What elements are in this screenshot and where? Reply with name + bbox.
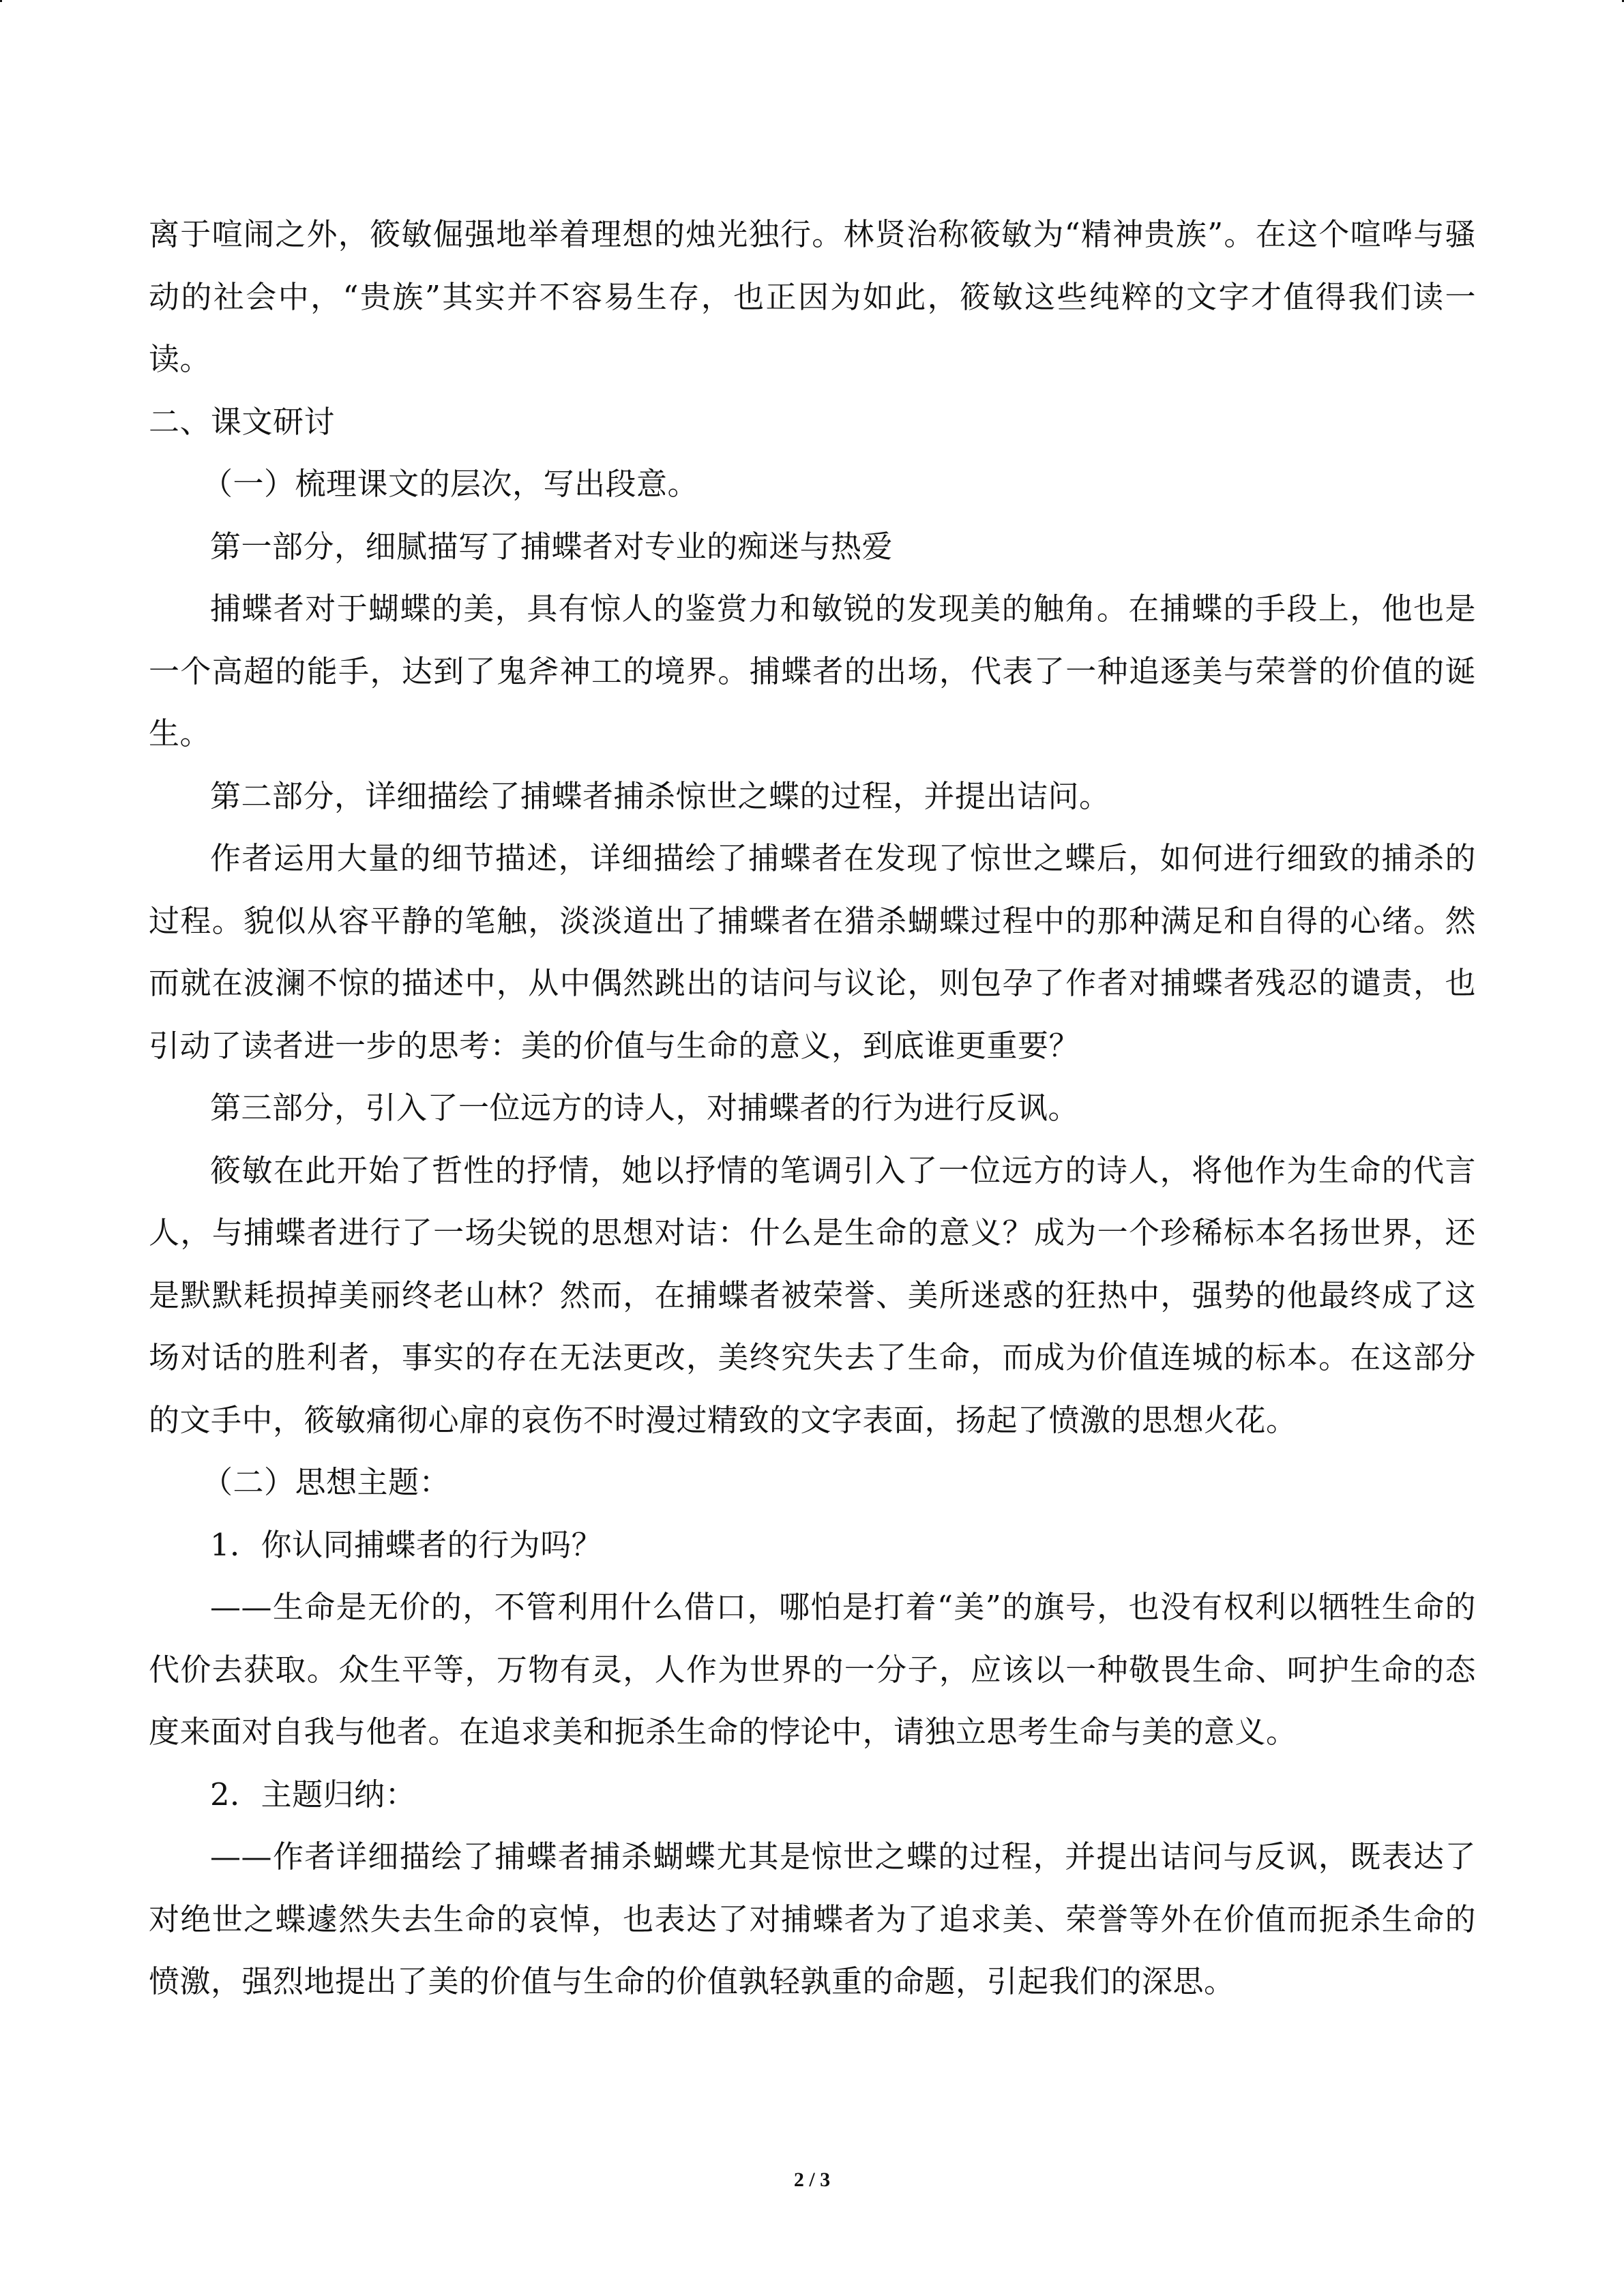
document-body: [149, 203, 1476, 2013]
question-one: 1．你认同捕蝶者的行为吗？: [210, 1526, 603, 1563]
paragraph-part-one-title: 第一部分，细腻描写了捕蝶者对专业的痴迷与热爱: [210, 528, 894, 565]
answer-one: ——生命是无价的，不管利用什么借口，哪怕是打着“美”的旗号，也没有权利以牺牲生命的代价去获取。众生平等，万物有灵，人作为世界的一分子，应该以一种敬畏生命、呵护生命的态度来面对自我与他者。在追求美和扼杀生命的悖论中，请独立思考生命与美的意义。: [149, 1589, 1476, 1750]
page-corner-mark-left: [0, 0, 2, 2]
section-heading-text-study: 二、课文研讨: [149, 403, 336, 440]
paragraph-part-two-title: 第二部分，详细描绘了捕蝶者捕杀惊世之蝶的过程，并提出诘问。: [210, 777, 1110, 814]
paragraph-intro-continuation: 离于喧闹之外，筱敏倔强地举着理想的烛光独行。林贤治称筱敏为“精神贵族”。在这个喧哗与骚动的社会中，“贵族”其实并不容易生存，也正因为如此，筱敏这些纯粹的文字才值得我们读一读。: [149, 216, 1476, 377]
page-number: 2 / 3: [793, 2168, 831, 2191]
question-two: 2．主题归纳：: [210, 1776, 417, 1813]
answer-two: ——作者详细描绘了捕蝶者捕杀蝴蝶尤其是惊世之蝶的过程，并提出诘问与反讽，既表达了对绝世之蝶遽然失去生命的哀悼，也表达了对捕蝶者为了追求美、荣誉等外在价值而扼杀生命的愤激，强烈地提出了美的价值与生命的价值孰轻孰重的命题，引起我们的深思。: [149, 1838, 1476, 1999]
paragraph-part-one-body: 捕蝶者对于蝴蝶的美，具有惊人的鉴赏力和敏锐的发现美的触角。在捕蝶的手段上，他也是一个高超的能手，达到了鬼斧神工的境界。捕蝶者的出场，代表了一种追逐美与荣誉的价值的诞生。: [149, 591, 1476, 751]
subheading-theme: （二）思想主题：: [202, 1464, 451, 1500]
subheading-structure: （一）梳理课文的层次，写出段意。: [202, 466, 699, 502]
paragraph-part-three-title: 第三部分，引入了一位远方的诗人，对捕蝶者的行为进行反讽。: [210, 1090, 1080, 1126]
paragraph-part-two-body: 作者运用大量的细节描述，详细描绘了捕蝶者在发现了惊世之蝶后，如何进行细致的捕杀的过程。貌似从容平静的笔触，淡淡道出了捕蝶者在猎杀蝴蝶过程中的那种满足和自得的心绪。然而就在波澜不惊的描述中，从中偶然跳出的诘问与议论，则包孕了作者对捕蝶者残忍的谴责，也引动了读者进一步的思考：美的价值与生命的意义，到底谁更重要？: [149, 840, 1476, 1064]
paragraph-part-three-body: 筱敏在此开始了哲性的抒情，她以抒情的笔调引入了一位远方的诗人，将他作为生命的代言人，与捕蝶者进行了一场尖锐的思想对诘：什么是生命的意义？成为一个珍稀标本名扬世界，还是默默耗损掉美丽终老山林？然而，在捕蝶者被荣誉、美所迷惑的狂热中，强势的他最终成了这场对话的胜利者，事实的存在无法更改，美终究失去了生命，而成为价值连城的标本。在这部分的文手中，筱敏痛彻心扉的哀伤不时漫过精致的文字表面，扬起了愤激的思想火花。: [149, 1152, 1476, 1438]
